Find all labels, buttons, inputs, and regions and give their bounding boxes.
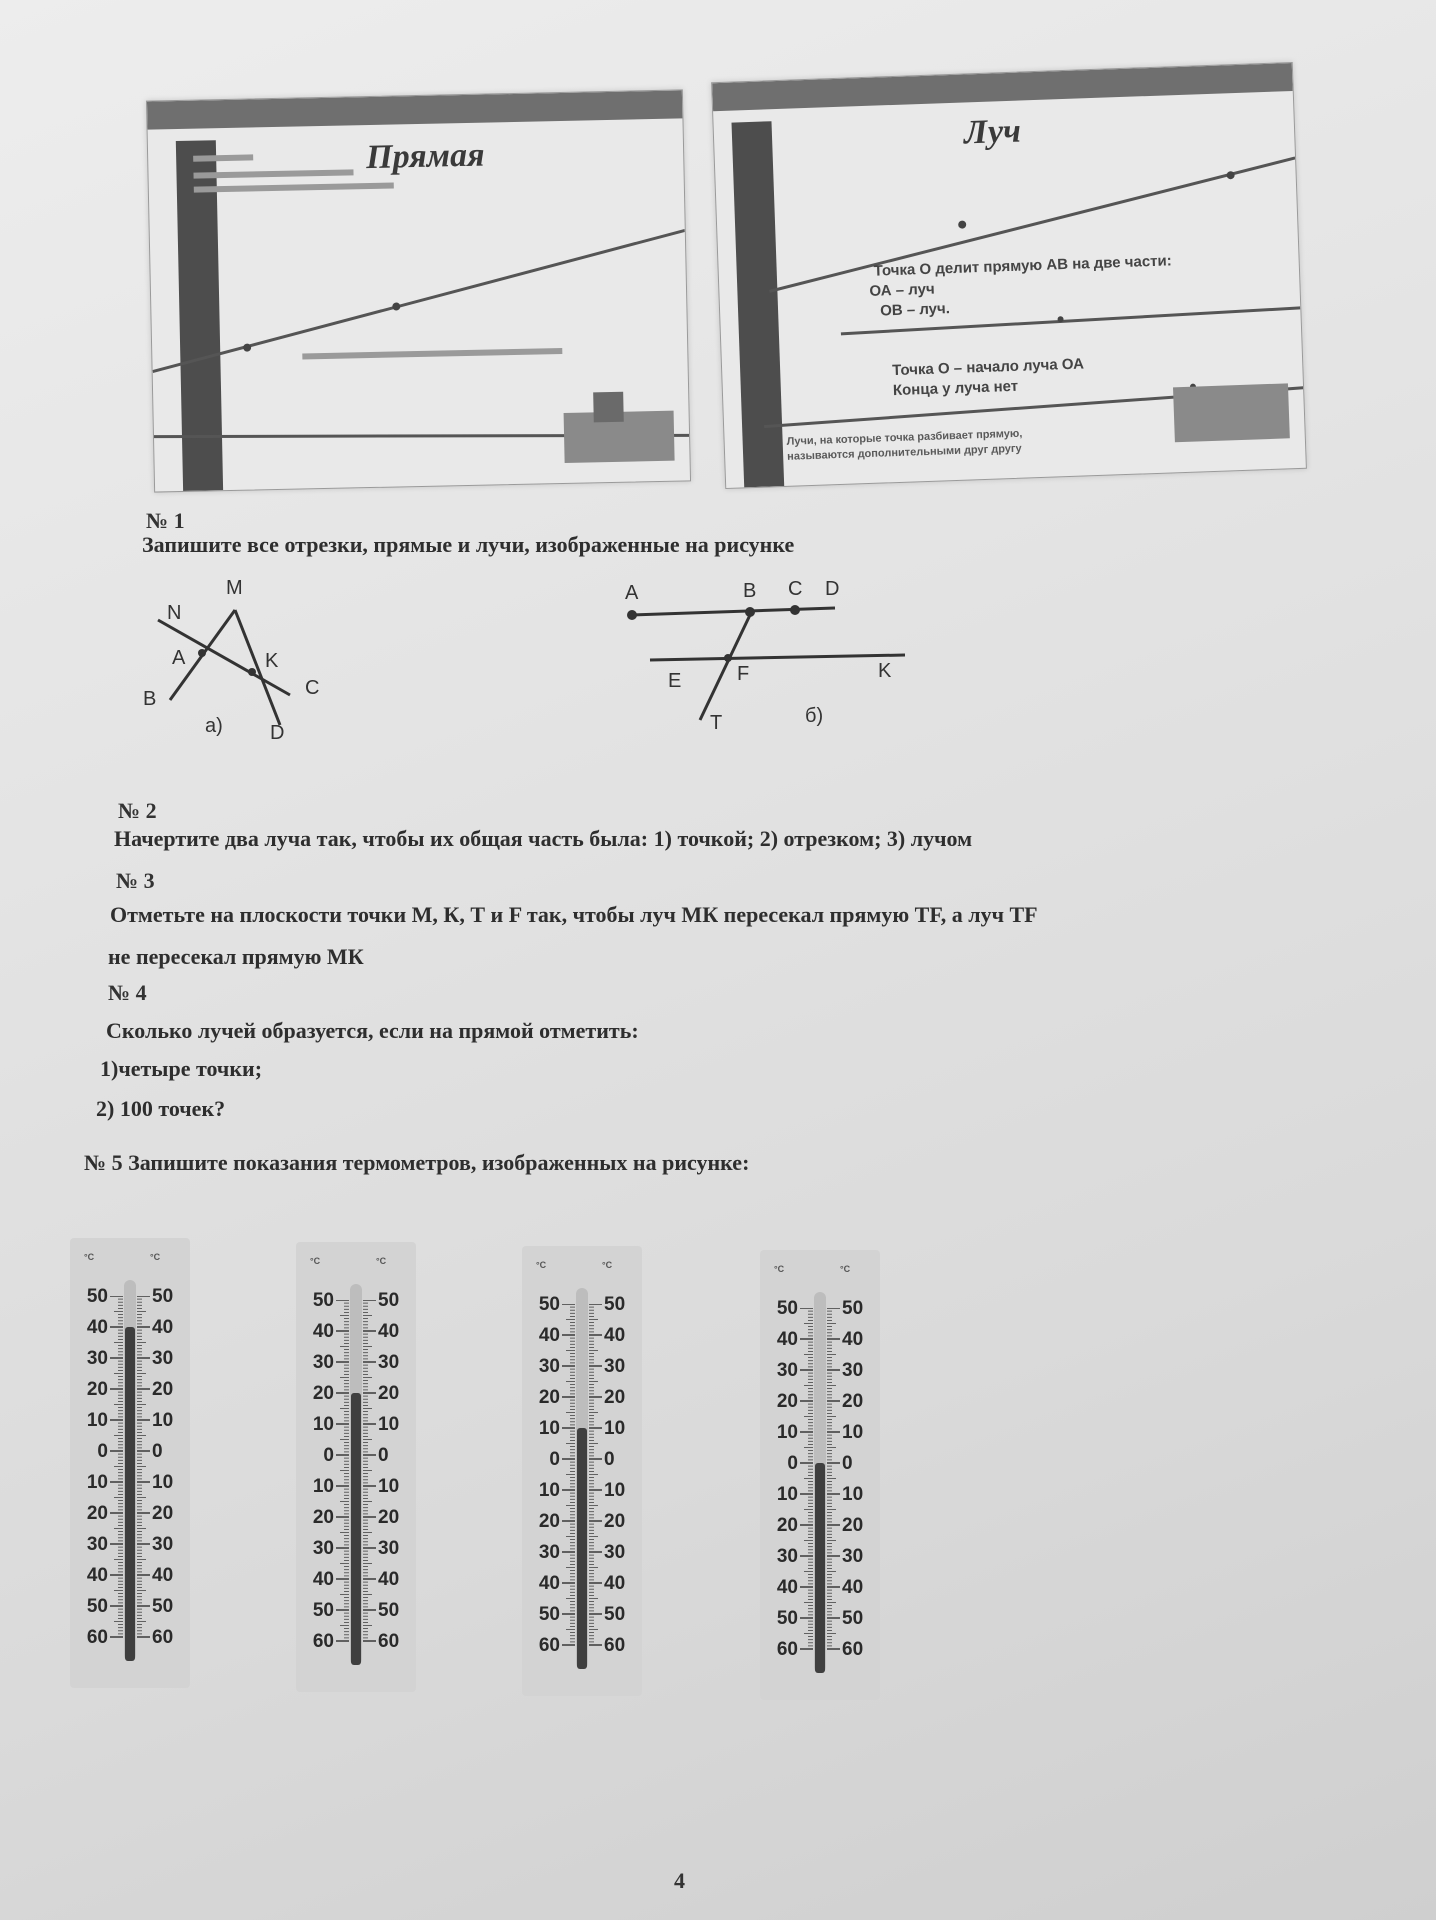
thermometer-unit: °C xyxy=(602,1260,613,1270)
thermometer-scale-label: 20 xyxy=(842,1391,864,1412)
slide-title: Луч xyxy=(963,112,1022,152)
thermometer-scale-left xyxy=(298,1290,334,1662)
task2-text: Начертите два луча так, чтобы их общая часть была: 1) точкой; 2) отрезком; 3) лучом xyxy=(114,826,973,851)
thermometer-scale-label: 50 xyxy=(538,1604,560,1625)
fig-b-point-a: A xyxy=(625,582,639,604)
thermometer-unit: °C xyxy=(774,1264,785,1274)
thermometer-scale-label: 40 xyxy=(776,1577,798,1598)
thermometer-scale-label: 40 xyxy=(378,1321,400,1342)
thermometer-scale-label: 60 xyxy=(152,1627,174,1648)
slide-ray-text-5: Конца у луча нет xyxy=(892,377,1019,400)
thermometer-unit: °C xyxy=(536,1260,547,1270)
thermometer-scale-label: 30 xyxy=(776,1546,798,1567)
thermometer-scale-label: 30 xyxy=(604,1356,626,1377)
thermometer-scale-label: 50 xyxy=(538,1294,560,1315)
thermometer-scale-label: 30 xyxy=(538,1356,560,1377)
slide-line xyxy=(146,89,691,492)
thermometer-scale-label: 0 xyxy=(97,1441,108,1462)
thermometer-scale-label: 10 xyxy=(776,1484,798,1505)
thermometer-scale-label: 50 xyxy=(312,1600,334,1621)
thermometer-scale-label: 20 xyxy=(378,1507,400,1528)
thermometer-scale-label: 40 xyxy=(312,1569,334,1590)
thermometer-unit: °C xyxy=(376,1256,387,1266)
thermometer-scale-label: 30 xyxy=(152,1348,174,1369)
thermometer-scale-left xyxy=(72,1286,108,1658)
thermometer-scale-label: 20 xyxy=(776,1391,798,1412)
thermometer-scale-label: 0 xyxy=(604,1449,615,1470)
page-number: 4 xyxy=(674,1868,685,1893)
thermometer-scale-label: 40 xyxy=(152,1317,174,1338)
thermometer-unit: °C xyxy=(840,1264,851,1274)
thermometer-scale-label: 60 xyxy=(312,1631,334,1652)
thermometer-scale-label: 0 xyxy=(787,1453,798,1474)
thermometer-scale-label: 30 xyxy=(312,1538,334,1559)
task4-item1: 1)четыре точки; xyxy=(100,1056,263,1081)
thermometer-scale-label: 10 xyxy=(152,1472,174,1493)
fig-b-point-c: C xyxy=(788,578,803,600)
thermometer-scale-label: 60 xyxy=(378,1631,400,1652)
thermometer-scale-label: 30 xyxy=(604,1542,626,1563)
thermometer-scale-label: 10 xyxy=(86,1410,108,1431)
slide-ray-text-7: называются дополнительными друг другу xyxy=(786,442,1022,463)
thermometer-scale-label: 0 xyxy=(378,1445,389,1466)
thermometer-scale-label: 30 xyxy=(842,1546,864,1567)
thermometer-scale-label: 40 xyxy=(152,1565,174,1586)
thermometer-scale-label: 60 xyxy=(776,1639,798,1660)
thermometer-scale-right xyxy=(378,1290,414,1662)
thermometer-scale-label: 40 xyxy=(538,1573,560,1594)
slide-ray-text-2: ОА – луч xyxy=(869,280,935,300)
thermometer-scale-label: 30 xyxy=(152,1534,174,1555)
thermometer-scale-label: 20 xyxy=(538,1387,560,1408)
slide-ray-text-6: Лучи, на которые точка разбивает прямую, xyxy=(786,427,1023,448)
thermometer-4 xyxy=(760,1250,880,1700)
thermometer-scale-label: 60 xyxy=(842,1639,864,1660)
thermometer-scale-label: 20 xyxy=(604,1387,626,1408)
thermometer-scale-label: 20 xyxy=(152,1503,174,1524)
thermometer-scale-label: 20 xyxy=(312,1507,334,1528)
thermometer-scale-label: 50 xyxy=(378,1600,400,1621)
thermometer-scale-label: 50 xyxy=(152,1286,174,1307)
thermometer-scale-label: 30 xyxy=(842,1360,864,1381)
fig-a-point-a: A xyxy=(172,647,186,669)
thermometer-scale-label: 0 xyxy=(152,1441,163,1462)
fig-b-point-b: B xyxy=(743,580,757,602)
thermometer-scale-label: 10 xyxy=(776,1422,798,1443)
thermometer-scale-label: 60 xyxy=(604,1635,626,1656)
thermometer-scale-label: 10 xyxy=(312,1414,334,1435)
fig-b-point-d: D xyxy=(825,578,840,600)
thermometer-unit: °C xyxy=(84,1252,95,1262)
task3-number: № 3 xyxy=(116,868,155,893)
thermometer-scale-label: 10 xyxy=(538,1418,560,1439)
thermometer-scale-label: 50 xyxy=(152,1596,174,1617)
fig-b-point-e: E xyxy=(668,670,682,692)
thermometer-scale-label: 40 xyxy=(86,1317,108,1338)
thermometer-scale-left xyxy=(524,1294,560,1666)
fig-b-point-f: F xyxy=(737,663,750,685)
thermometer-scale-label: 30 xyxy=(776,1360,798,1381)
thermometer-scale-label: 50 xyxy=(378,1290,400,1311)
thermometer-scale-label: 50 xyxy=(86,1286,108,1307)
thermometer-scale-label: 30 xyxy=(86,1534,108,1555)
thermometer-scale-label: 10 xyxy=(604,1418,626,1439)
thermometer-scale-label: 0 xyxy=(549,1449,560,1470)
thermometer-scale-label: 10 xyxy=(152,1410,174,1431)
thermometer-scale-label: 40 xyxy=(842,1329,864,1350)
thermometer-scale-label: 40 xyxy=(604,1573,626,1594)
fig-a-point-m: M xyxy=(226,577,243,599)
task1-number: № 1 xyxy=(146,508,185,533)
fig-b-point-k: K xyxy=(878,660,892,682)
thermometer-scale-label: 20 xyxy=(152,1379,174,1400)
slide-ray-text-3: ОВ – луч. xyxy=(879,300,951,320)
thermometer-1 xyxy=(70,1238,190,1688)
slide-title: Прямая xyxy=(365,136,485,177)
thermometer-scale-label: 40 xyxy=(538,1325,560,1346)
thermometer-scale-label: 10 xyxy=(378,1414,400,1435)
thermometer-scale-label: 10 xyxy=(86,1472,108,1493)
thermometer-scale-label: 50 xyxy=(312,1290,334,1311)
thermometer-scale-label: 20 xyxy=(776,1515,798,1536)
fig-a-point-n: N xyxy=(167,602,182,624)
thermometer-scale-label: 10 xyxy=(842,1422,864,1443)
thermometer-scale-label: 30 xyxy=(378,1352,400,1373)
task3-text-line1: Отметьте на плоскости точки М, К, Т и F так, чтобы луч МК пересекал прямую TF, а луч TF xyxy=(110,902,1038,927)
thermometer-ticks xyxy=(336,1300,376,1671)
thermometer-scale-left xyxy=(762,1298,798,1670)
thermometer-scale-label: 10 xyxy=(842,1484,864,1505)
thermometer-scale-label: 20 xyxy=(378,1383,400,1404)
thermometer-scale-label: 20 xyxy=(86,1503,108,1524)
thermometer-scale-label: 20 xyxy=(538,1511,560,1532)
thermometer-scale-label: 40 xyxy=(776,1329,798,1350)
fig-a-point-c: C xyxy=(305,677,320,699)
slide-ray-text-1: Точка О делит прямую АВ на две части: xyxy=(873,252,1172,280)
thermometer-scale-label: 20 xyxy=(842,1515,864,1536)
thermometer-scale-label: 10 xyxy=(538,1480,560,1501)
task3-text-line2: не пересекал прямую МК xyxy=(108,944,364,969)
thermometer-ticks xyxy=(562,1304,602,1675)
thermometer-scale-label: 30 xyxy=(312,1352,334,1373)
thermometer-scale-label: 60 xyxy=(86,1627,108,1648)
thermometer-scale-label: 40 xyxy=(842,1577,864,1598)
thermometer-3 xyxy=(522,1246,642,1696)
fig-b-caption: б) xyxy=(805,705,824,727)
thermometer-scale-label: 40 xyxy=(86,1565,108,1586)
thermometer-scale-label: 20 xyxy=(312,1383,334,1404)
thermometer-scale-label: 60 xyxy=(538,1635,560,1656)
thermometer-scale-label: 50 xyxy=(604,1604,626,1625)
thermometer-scale-label: 30 xyxy=(86,1348,108,1369)
thermometer-scale-right xyxy=(152,1286,188,1658)
thermometer-scale-label: 0 xyxy=(842,1453,853,1474)
slide-ray-drawing xyxy=(712,63,1306,488)
thermometer-scale-label: 30 xyxy=(378,1538,400,1559)
thermometer-unit: °C xyxy=(310,1256,321,1266)
thermometer-ticks xyxy=(110,1296,150,1667)
thermometer-scale-label: 20 xyxy=(604,1511,626,1532)
thermometer-scale-label: 20 xyxy=(86,1379,108,1400)
slide-ray-text-4: Точка О – начало луча ОА xyxy=(891,355,1085,380)
thermometer-scale-label: 40 xyxy=(378,1569,400,1590)
thermometer-scale-label: 10 xyxy=(604,1480,626,1501)
fig-a-point-d: D xyxy=(270,722,285,744)
thermometer-scale-label: 10 xyxy=(312,1476,334,1497)
thermometer-scale-label: 40 xyxy=(312,1321,334,1342)
fig-a-point-b: B xyxy=(143,688,157,710)
thermometer-scale-label: 30 xyxy=(538,1542,560,1563)
thermometer-scale-right xyxy=(604,1294,640,1666)
task4-item2: 2) 100 точек? xyxy=(96,1096,226,1121)
fig-b-point-t: T xyxy=(710,712,723,734)
slide-line-drawing xyxy=(147,90,690,491)
thermometer-scale-label: 50 xyxy=(776,1298,798,1319)
task4-number: № 4 xyxy=(108,980,147,1005)
thermometer-scale-label: 50 xyxy=(776,1608,798,1629)
slide-ray xyxy=(711,62,1307,489)
thermometer-scale-label: 0 xyxy=(323,1445,334,1466)
task5-text: № 5 Запишите показания термометров, изображенных на рисунке: xyxy=(84,1150,750,1175)
thermometer-scale-right xyxy=(842,1298,878,1670)
fig-a-point-k: K xyxy=(265,650,279,672)
thermometer-scale-label: 50 xyxy=(604,1294,626,1315)
thermometer-2 xyxy=(296,1242,416,1692)
task4-text: Сколько лучей образуется, если на прямой отметить: xyxy=(106,1018,639,1043)
task2-number: № 2 xyxy=(118,798,157,823)
thermometer-scale-label: 50 xyxy=(86,1596,108,1617)
thermometer-scale-label: 50 xyxy=(842,1298,864,1319)
thermometer-unit: °C xyxy=(150,1252,161,1262)
thermometer-ticks xyxy=(800,1308,840,1679)
thermometer-scale-label: 50 xyxy=(842,1608,864,1629)
fig-a-caption: а) xyxy=(205,715,223,737)
task1-text: Запишите все отрезки, прямые и лучи, изображенные на рисунке xyxy=(142,532,795,557)
thermometer-scale-label: 10 xyxy=(378,1476,400,1497)
thermometer-scale-label: 40 xyxy=(604,1325,626,1346)
